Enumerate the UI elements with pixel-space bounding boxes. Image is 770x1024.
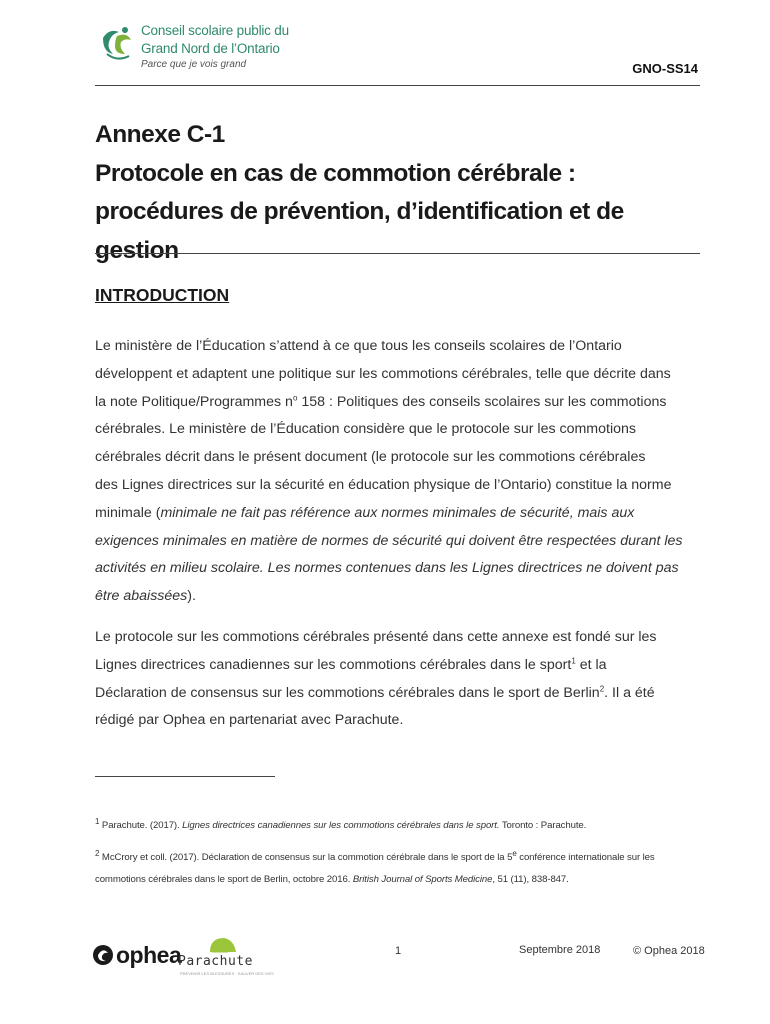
text-line	[95, 500, 705, 528]
page-number: 1	[395, 945, 402, 957]
text-span: et la	[575, 656, 607, 673]
text-line: rédigé par Ophea en partenariat avec Parachute.	[95, 712, 404, 729]
footnote-divider	[95, 776, 275, 777]
title-divider	[95, 253, 700, 254]
footnote-number: 2	[95, 848, 100, 858]
footnote-ref-2[interactable]: 2	[599, 683, 605, 693]
footnote-1	[95, 815, 705, 837]
logo-line-1: Conseil scolaire public du	[141, 23, 289, 38]
title-line: Protocole en cas de commotion cérébrale :	[95, 159, 576, 187]
text-span: ).	[187, 588, 196, 605]
footnote-line	[95, 869, 705, 891]
text-line	[95, 652, 705, 680]
title-line: procédures de prévention, d’identification et de	[95, 198, 624, 225]
page-title	[95, 116, 695, 270]
text-span: Toronto : Parachute.	[499, 820, 587, 831]
text-span: , 51 (11), 838-847.	[492, 874, 569, 885]
parachute-tagline: PRÉVENIR LES BLESSURES · SAUVER DES VIES	[180, 971, 274, 976]
footer-date: Septembre 2018	[519, 944, 601, 956]
ophea-logo	[92, 942, 181, 969]
italic-span: minimale ne fait pas référence aux normes minimales de sécurité, mais aux	[160, 504, 635, 521]
parachute-label: Parachute	[178, 954, 253, 969]
text-line: des Lignes directrices sur la sécurité en éducation physique de l’Ontario) constitue la norme	[95, 476, 672, 493]
footer-copyright: © Ophea 2018	[633, 945, 705, 957]
text-span: Déclaration de consensus sur les commotions cérébrales dans le sport de Berlin	[95, 684, 600, 701]
text-span: McCrory et coll. (2017). Déclaration de consensus sur la commotion cérébrale dans le sport de la 5	[99, 852, 513, 863]
text-line: Le ministère de l’Éducation s’attend à ce que tous les conseils scolaires de l’Ontario	[95, 338, 622, 354]
parachute-canopy-icon	[178, 936, 242, 956]
text-span: commotions cérébrales dans le sport de Berlin, octobre 2016.	[95, 874, 353, 885]
italic-span: British Journal of Sports Medicine	[352, 874, 493, 885]
logo-line-2: Grand Nord de l’Ontario	[141, 41, 280, 56]
superscript: e	[512, 848, 517, 858]
text-line: activités en milieu scolaire. Les normes contenues dans les Lignes directrices ne doivent pas	[95, 560, 679, 577]
italic-span: être abaissées	[95, 588, 188, 605]
footnote-line	[95, 847, 705, 869]
footnote-ref-1[interactable]: 1	[571, 656, 576, 666]
text-line: cérébrales décrit dans le présent document (le protocole sur les commotions cérébrales	[95, 449, 646, 466]
superscript: o	[292, 392, 298, 402]
school-board-emblem-icon	[97, 24, 137, 64]
text-line	[95, 389, 705, 417]
ophea-label: ophea	[116, 942, 182, 968]
footnote-line	[95, 815, 705, 837]
text-line: Le protocole sur les commotions cérébrales présenté dans cette annexe est fondé sur les	[95, 629, 657, 645]
text-span: minimale (	[95, 504, 161, 521]
title-line: Annexe C-1	[95, 121, 225, 148]
text-line: exigences minimales en matière de normes de sécurité qui doivent être respectées durant les	[95, 532, 683, 549]
text-span: Parachute. (2017).	[99, 820, 183, 831]
footnote-2	[95, 847, 705, 891]
ophea-swirl-icon	[92, 944, 114, 966]
intro-paragraph-1	[95, 333, 705, 611]
footnote-number: 1	[95, 816, 100, 826]
text-line	[95, 583, 705, 611]
logo-tagline: Parce que je vois grand	[141, 59, 247, 70]
text-span: 158 : Politiques des conseils scolaires sur les commotions	[297, 393, 667, 410]
italic-span: Lignes directrices canadiennes sur les commotions cérébrales dans le sport.	[182, 820, 500, 831]
text-span: la note Politique/Programmes n	[95, 393, 293, 410]
text-line	[95, 680, 705, 708]
parachute-logo	[178, 936, 274, 978]
intro-paragraph-2	[95, 624, 705, 735]
school-board-logo	[97, 20, 297, 75]
header-divider	[95, 85, 700, 86]
text-line: développent et adaptent une politique sur les commotions cérébrales, telle que décrite dans	[95, 365, 671, 382]
text-line: cérébrales. Le ministère de l’Éducation considère que le protocole sur les commotions	[95, 421, 636, 438]
text-span: conférence internationale sur les	[516, 852, 655, 863]
section-heading: INTRODUCTION	[95, 285, 230, 305]
title-line: gestion	[95, 236, 179, 264]
text-span: Lignes directrices canadiennes sur les commotions cérébrales dans le sport	[95, 656, 572, 673]
text-span: . Il a été	[604, 684, 655, 701]
document-id: GNO-SS14	[632, 61, 698, 76]
